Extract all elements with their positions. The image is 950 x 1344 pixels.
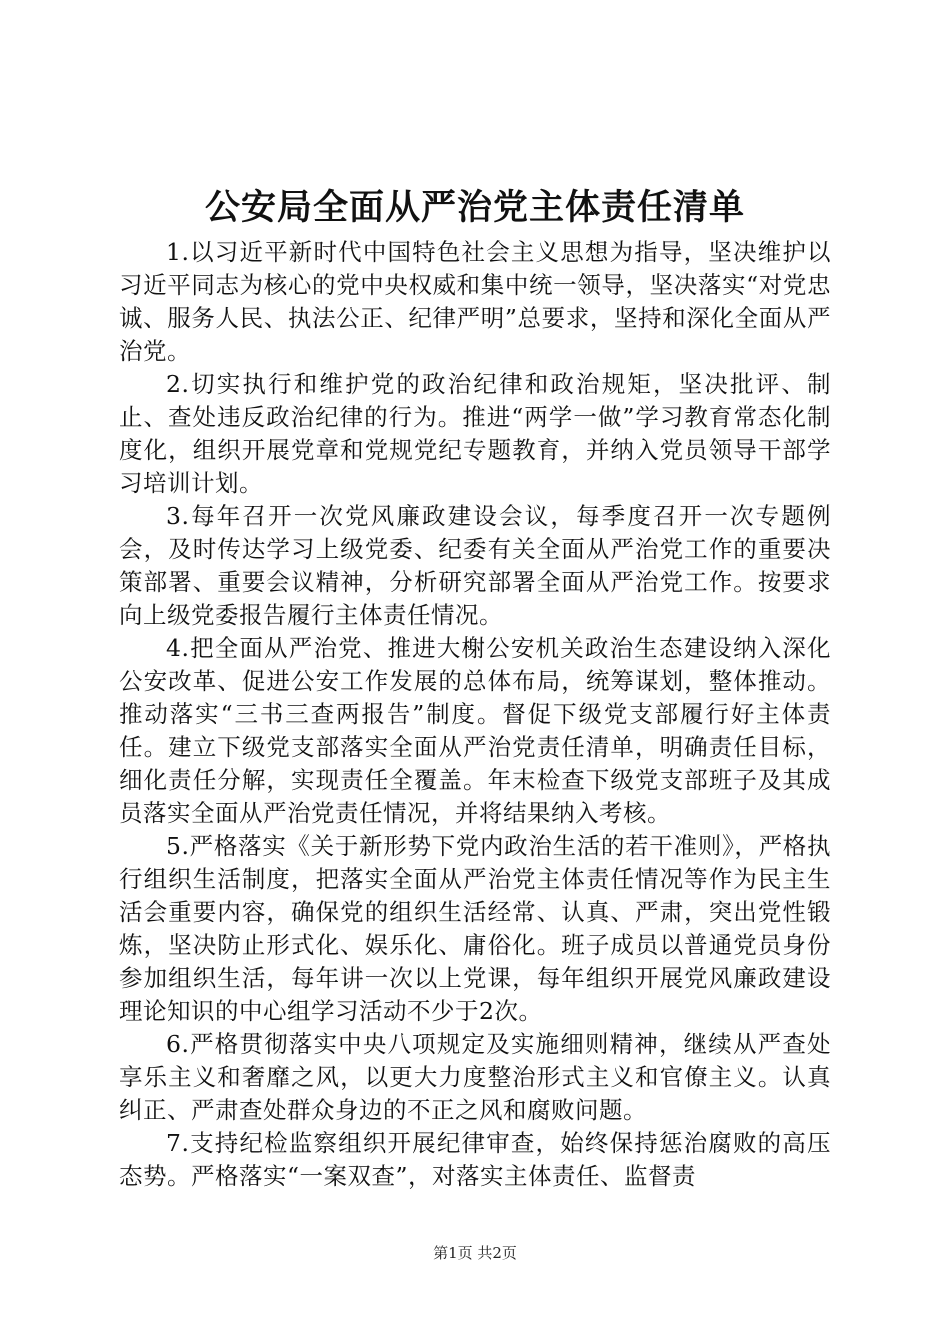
paragraph-1: 1.以习近平新时代中国特色社会主义思想为指导，坚决维护以习近平同志为核心的党中央权威和集中统一领导，坚决落实“对党忠诚、服务人民、执法公正、纪律严明”总要求，坚持和深化全面从严治党。	[119, 238, 831, 365]
document-title: 公安局全面从严治党主体责任清单	[204, 187, 745, 228]
paragraph-5: 5.严格落实《关于新形势下党内政治生活的若干准则》，严格执行组织生活制度，把落实全面从严治党主体责任情况等作为民主生活会重要内容，确保党的组织生活经常、认真、严肃，突出党性锻炼，坚决防止形式化、娱乐化、庸俗化。班子成员以普通党员身份参加组织生活，每年讲一次以上党课，每年组织开展党风廉政建设理论知识的中心组学习活动不少于2次。	[119, 832, 831, 1025]
paragraph-3: 3.每年召开一次党风廉政建设会议，每季度召开一次专题例会，及时传达学习上级党委、纪委有关全面从严治党工作的重要决策部署、重要会议精神，分析研究部署全面从严治党工作。按要求向上级党委报告履行主体责任情况。	[119, 502, 831, 629]
document-body	[119, 236, 831, 1193]
paragraph-7: 7.支持纪检监察组织开展纪律审查，始终保持惩治腐败的高压态势。严格落实“一案双查”，对落实主体责任、监督责	[119, 1129, 831, 1190]
paragraph-2: 2.切实执行和维护党的政治纪律和政治规矩，坚决批评、制止、查处违反政治纪律的行为。推进“两学一做”学习教育常态化制度化，组织开展党章和党规党纪专题教育，并纳入党员领导干部学习培训计划。	[119, 370, 831, 497]
paragraph-6: 6.严格贯彻落实中央八项规定及实施细则精神，继续从严查处享乐主义和奢靡之风，以更大力度整治形式主义和官僚主义。认真纠正、严肃查处群众身边的不正之风和腐败问题。	[119, 1030, 831, 1124]
page-footer: 第1页 共2页	[433, 1244, 517, 1262]
paragraph-4: 4.把全面从严治党、推进大榭公安机关政治生态建设纳入深化公安改革、促进公安工作发展的总体布局，统筹谋划，整体推动。推动落实“三书三查两报告”制度。督促下级党支部履行好主体责任。建立下级党支部落实全面从严治党责任清单，明确责任目标，细化责任分解，实现责任全覆盖。年末检查下级党支部班子及其成员落实全面从严治党责任情况，并将结果纳入考核。	[119, 634, 831, 827]
